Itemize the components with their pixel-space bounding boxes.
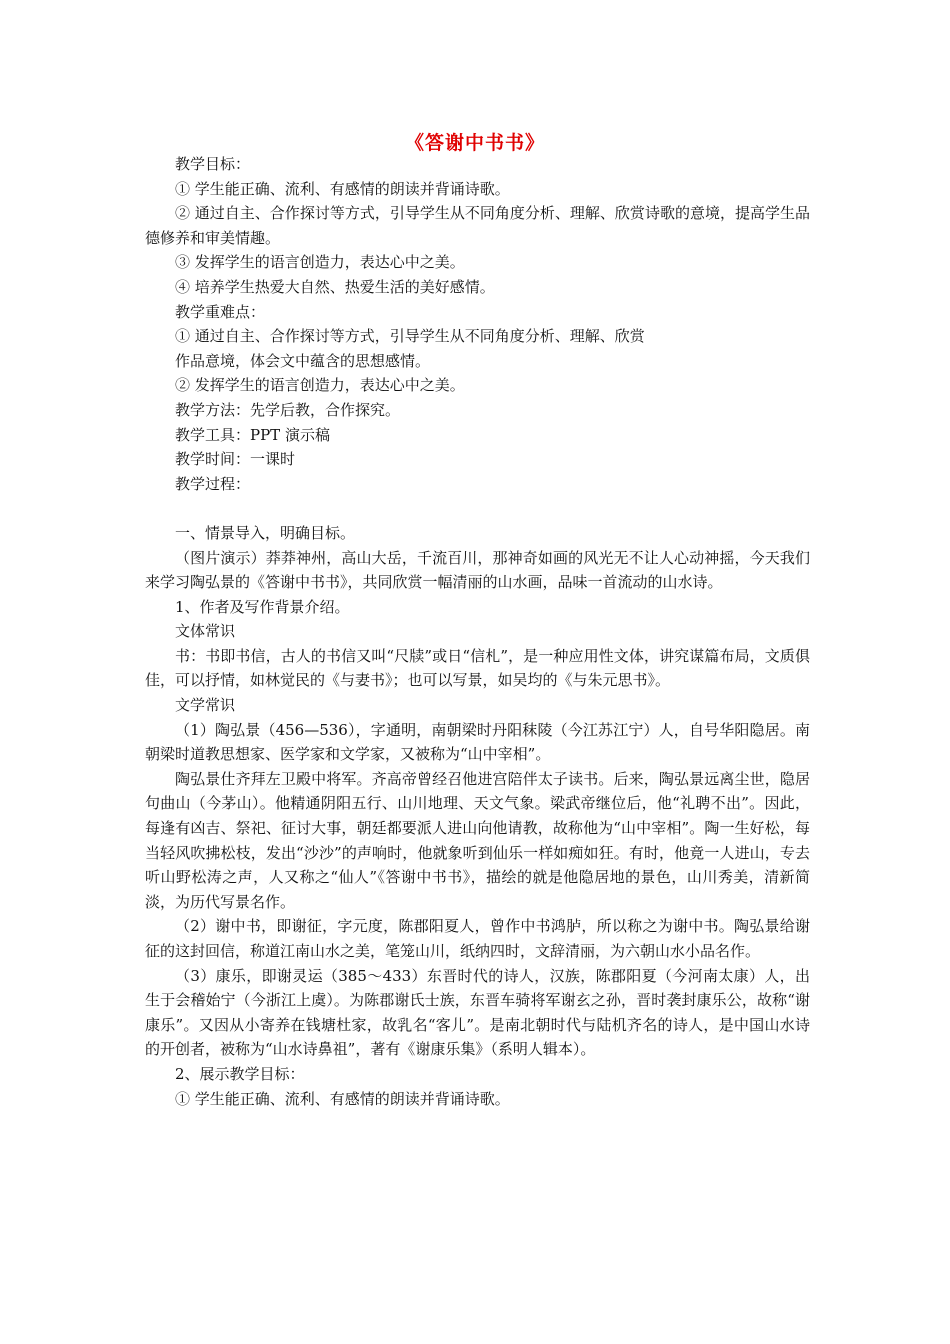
- document-body: [145, 152, 810, 1111]
- paragraph: 教学方法：先学后教，合作探究。: [175, 400, 401, 419]
- paragraph: 教学工具：PPT 演示稿: [175, 425, 330, 444]
- paragraph: 教学时间：一课时: [175, 450, 296, 469]
- paragraph: ③ 发挥学生的语言创造力，表达心中之美。: [175, 253, 465, 272]
- paragraph: 1、作者及写作背景介绍。: [175, 597, 350, 616]
- paragraph: 2、展示教学目标：: [175, 1064, 305, 1083]
- paragraph: 文体常识: [175, 622, 236, 641]
- blank-line: [145, 496, 810, 521]
- paragraph: ① 学生能正确、流利、有感情的朗读并背诵诗歌。: [175, 179, 510, 198]
- document-title: 《答谢中书书》: [404, 132, 545, 154]
- paragraph: 文学常识: [175, 696, 236, 715]
- paragraph: 教学重难点：: [175, 302, 266, 321]
- paragraph: 教学过程：: [175, 474, 251, 493]
- paragraph: （3）康乐，即谢灵运（385～433）东晋时代的诗人，汉族，陈郡阳夏（今河南太康）人，出生于会稽始宁（今浙江上虞）。为陈郡谢氏士族，东晋车骑将军谢玄之孙，晋时袭封康乐公，故称“谢康乐”。又因从小寄养在钱塘杜家，故乳名“客儿”。是南北朝时代与陆机齐名的诗人，是中国山水诗的开创者，被称为“山水诗鼻祖”，著有《谢康乐集》（系明人辑本）。: [145, 966, 810, 1059]
- paragraph: （1）陶弘景（456—536），字通明，南朝梁时丹阳秣陵（今江苏江宁）人，自号华阳隐居。南朝梁时道教思想家、医学家和文学家，又被称为“山中宰相”。: [145, 720, 810, 764]
- paragraph: （2）谢中书，即谢征，字元度，陈郡阳夏人，曾作中书鸿胪，所以称之为谢中书。陶弘景给谢征的这封回信，称道江南山水之美，笔笼山川，纸纳四时，文辞清丽，为六朝山水小品名作。: [145, 917, 810, 960]
- paragraph: ② 发挥学生的语言创造力，表达心中之美。: [175, 376, 465, 395]
- paragraph: 作品意境，体会文中蕴含的思想感情。: [175, 351, 431, 370]
- paragraph: ② 通过自主、合作探讨等方式，引导学生从不同角度分析、理解、欣赏诗歌的意境，提高学生品德修养和审美情趣。: [145, 204, 810, 247]
- paragraph: （图片演示）莽莽神州，高山大岳，千流百川，那神奇如画的风光无不让人心动神摇，今天我们来学习陶弘景的《答谢中书书》，共同欣赏一幅清丽的山水画，品味一首流动的山水诗。: [145, 548, 810, 592]
- paragraph: ① 通过自主、合作探讨等方式，引导学生从不同角度分析、理解、欣赏: [175, 327, 645, 346]
- paragraph: 陶弘景仕齐拜左卫殿中将军。齐高帝曾经召他进宫陪伴太子读书。后来，陶弘景远离尘世，隐居句曲山（今茅山）。他精通阴阳五行、山川地理、天文气象。梁武帝继位后，他“礼聘不出”。因此，每逢有凶吉、祭祀、征讨大事，朝廷都要派人进山向他请教，故称他为“山中宰相”。陶一生好松，每当轻风吹拂松枝，发出“沙沙”的声响时，他就象听到仙乐一样如痴如狂。有时，他竟一人进山，专去听山野松涛之声，人又称之“仙人”《答谢中书书》，描绘的就是他隐居地的景色，山川秀美，清新简淡，为历代写景名作。: [145, 769, 810, 911]
- paragraph: 教学目标：: [175, 155, 251, 173]
- paragraph: 一、情景导入，明确目标。: [175, 523, 356, 542]
- paragraph: ④ 培养学生热爱大自然、热爱生活的美好感情。: [175, 277, 495, 296]
- paragraph: 书：书即书信，古人的书信又叫“尺牍”或日“信札”，是一种应用性文体，讲究谋篇布局，文质俱佳，可以抒情，如林觉民的《与妻书》；也可以写景，如吴均的《与朱元思书》。: [145, 646, 810, 690]
- paragraph: ① 学生能正确、流利、有感情的朗读并背诵诗歌。: [175, 1089, 510, 1108]
